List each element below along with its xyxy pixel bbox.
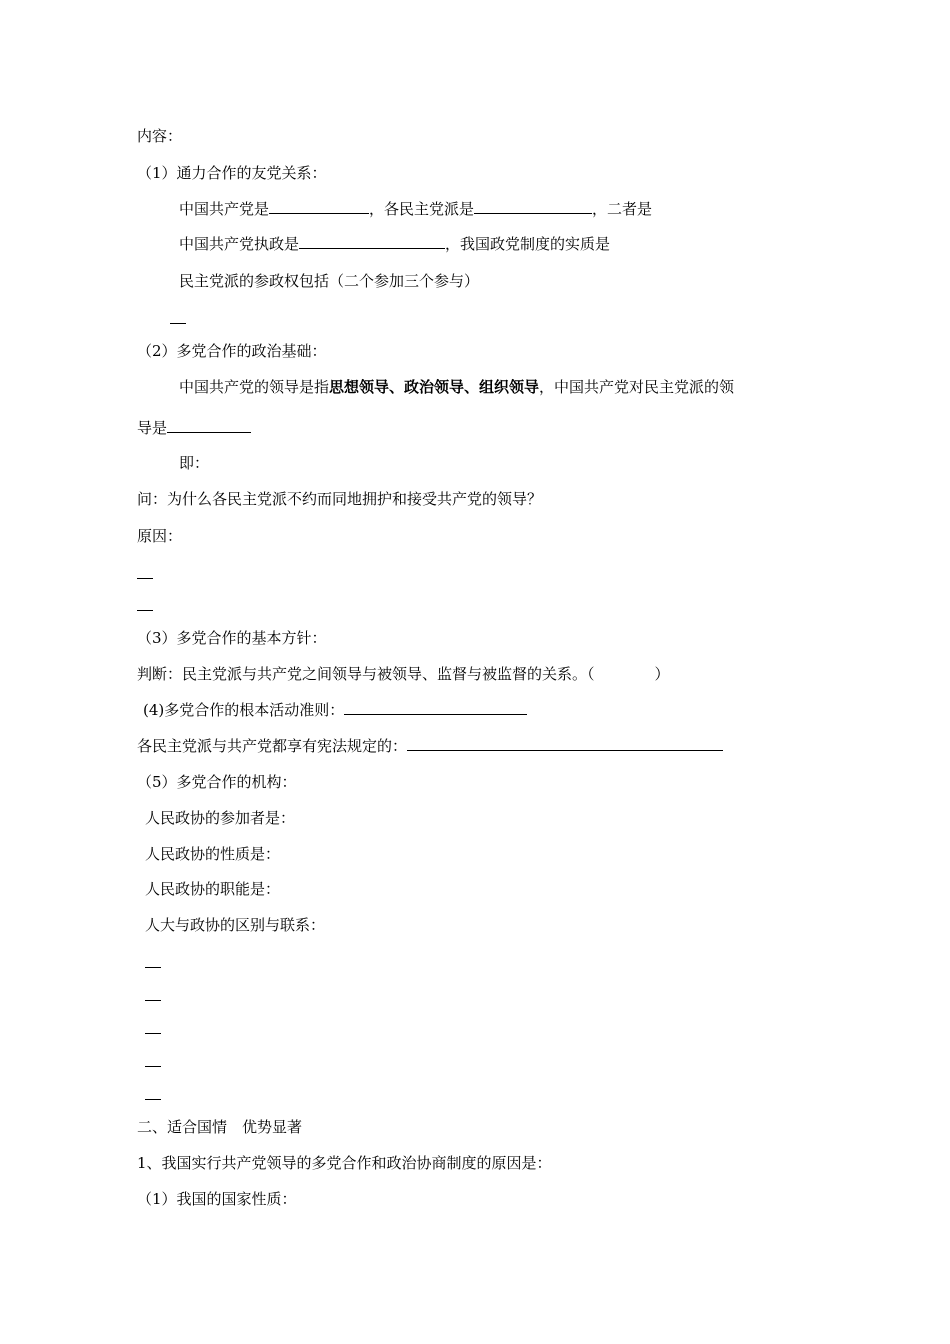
answer-line[interactable]	[145, 1099, 161, 1100]
bold-text: 思想领导、政治领导、组织领导	[329, 378, 540, 396]
text: ，我国政党制度的实质是	[445, 235, 611, 253]
answer-line[interactable]	[145, 1066, 161, 1067]
cppcc-participants: 人民政协的参加者是：	[145, 809, 296, 827]
reason-label: 原因：	[137, 527, 183, 545]
fill-blank[interactable]	[344, 700, 527, 715]
judge-statement: 判断：民主党派与共产党之间领导与被领导、监督与被监督的关系。（ ）	[137, 665, 670, 683]
fill-blank[interactable]	[299, 234, 445, 249]
content-label: 内容：	[137, 127, 183, 145]
part2-question1-sub1: （1）我国的国家性质：	[137, 1190, 297, 1208]
text: ，各民主党派是	[369, 200, 475, 218]
section3-heading: （3）多党合作的基本方针：	[137, 629, 327, 647]
question: 问：为什么各民主党派不约而同地拥护和接受共产党的领导？	[137, 490, 543, 508]
answer-line[interactable]	[145, 1000, 161, 1001]
section1-heading: （1）通力合作的友党关系：	[137, 164, 327, 182]
text: 中国共产党的领导是指	[179, 378, 330, 396]
section2-heading: （2）多党合作的政治基础：	[137, 342, 327, 360]
section2-line3: 即：	[179, 454, 210, 472]
section2-line1	[179, 377, 734, 397]
fill-blank[interactable]	[407, 736, 723, 751]
text: ，二者是	[592, 200, 653, 218]
text: 中国共产党执政是	[179, 235, 300, 253]
text: ，中国共产党对民主党派的领	[539, 378, 735, 396]
text: 各民主党派与共产党都享有宪法规定的：	[137, 737, 408, 755]
cppcc-nature: 人民政协的性质是：	[145, 845, 281, 863]
section4-heading	[143, 700, 527, 720]
part2-heading: 二、适合国情 优势显著	[137, 1118, 303, 1136]
section1-line3: 民主党派的参政权包括（二个参加三个参与）	[179, 272, 480, 290]
section2-line2	[137, 418, 251, 438]
npc-cppcc-relation: 人大与政协的区别与联系：	[145, 916, 326, 934]
rights-line	[137, 736, 723, 756]
section1-line2	[179, 234, 610, 254]
cppcc-functions: 人民政协的职能是：	[145, 880, 281, 898]
section5-heading: （5）多党合作的机构：	[137, 773, 297, 791]
answer-line[interactable]	[145, 1033, 161, 1034]
answer-line[interactable]	[145, 967, 161, 968]
answer-line[interactable]	[137, 578, 153, 579]
section1-line1	[179, 199, 652, 219]
fill-blank[interactable]	[474, 199, 592, 214]
answer-line[interactable]	[137, 610, 153, 611]
text: 导是	[137, 419, 168, 437]
text: (4)多党合作的根本活动准则：	[143, 701, 345, 719]
text: 中国共产党是	[179, 200, 270, 218]
fill-blank[interactable]	[167, 418, 251, 433]
answer-line[interactable]	[170, 323, 186, 324]
part2-question1: 1、我国实行共产党领导的多党合作和政治协商制度的原因是：	[137, 1154, 552, 1172]
fill-blank[interactable]	[269, 199, 369, 214]
